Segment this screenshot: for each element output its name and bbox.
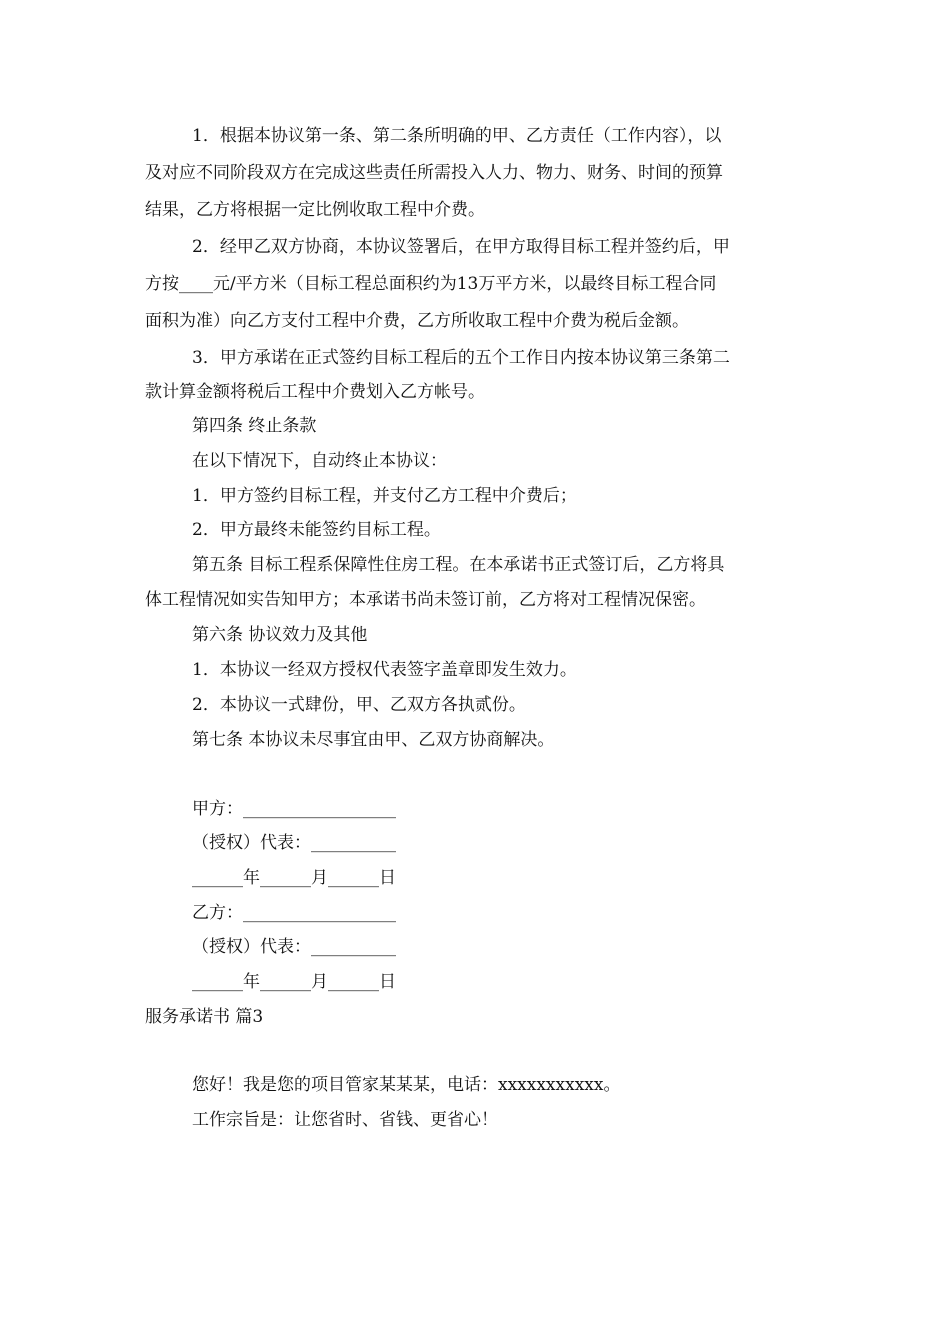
clause6-item2: 2．本协议一式肆份，甲、乙双方各执贰份。 <box>192 695 526 715</box>
greeting: 您好！我是您的项目管家某某某，电话：xxxxxxxxxxx。 <box>192 1075 621 1095</box>
party-a-representative: （授权）代表：__________ <box>192 833 396 853</box>
clause3-item1-line3: 结果，乙方将根据一定比例收取工程中介费。 <box>145 200 485 220</box>
party-b-signature: 乙方：__________________ <box>192 903 396 923</box>
clause3-item3-line1: 3．甲方承诺在正式签约目标工程后的五个工作日内按本协议第三条第二 <box>192 348 730 368</box>
party-a-signature: 甲方：__________________ <box>192 799 396 819</box>
clause6-item1: 1．本协议一经双方授权代表签字盖章即发生效力。 <box>192 660 577 680</box>
work-motto: 工作宗旨是：让您省时、省钱、更省心！ <box>192 1110 498 1130</box>
clause3-item2-line3: 面积为准）向乙方支付工程中介费，乙方所收取工程中介费为税后金额。 <box>145 311 689 331</box>
party-b-representative: （授权）代表：__________ <box>192 937 396 957</box>
party-a-date: ______年______月______日 <box>192 868 396 888</box>
clause4-item2: 2．甲方最终未能签约目标工程。 <box>192 520 441 540</box>
section-heading: 服务承诺书 篇3 <box>145 1007 264 1027</box>
clause3-item1-line2: 及对应不同阶段双方在完成这些责任所需投入人力、物力、财务、时间的预算 <box>145 163 723 183</box>
clause3-item3-line2: 款计算金额将税后工程中介费划入乙方帐号。 <box>145 382 485 402</box>
clause4-item1: 1．甲方签约目标工程，并支付乙方工程中介费后； <box>192 486 577 506</box>
clause4-intro: 在以下情况下，自动终止本协议： <box>192 451 447 471</box>
clause5-line1: 第五条 目标工程系保障性住房工程。在本承诺书正式签订后，乙方将具 <box>192 555 725 575</box>
party-b-date: ______年______月______日 <box>192 972 396 992</box>
clause5-line2: 体工程情况如实告知甲方；本承诺书尚未签订前，乙方将对工程情况保密。 <box>145 590 706 610</box>
clause4-title: 第四条 终止条款 <box>192 416 317 436</box>
clause3-item1-line1: 1．根据本协议第一条、第二条所明确的甲、乙方责任（工作内容），以 <box>192 126 722 146</box>
clause6-title: 第六条 协议效力及其他 <box>192 625 368 645</box>
clause7: 第七条 本协议未尽事宜由甲、乙双方协商解决。 <box>192 730 555 750</box>
clause3-item2-line2: 方按____元/平方米（目标工程总面积约为13万平方米，以最终目标工程合同 <box>145 274 717 294</box>
clause3-item2-line1: 2．经甲乙双方协商，本协议签署后，在甲方取得目标工程并签约后，甲 <box>192 237 730 257</box>
